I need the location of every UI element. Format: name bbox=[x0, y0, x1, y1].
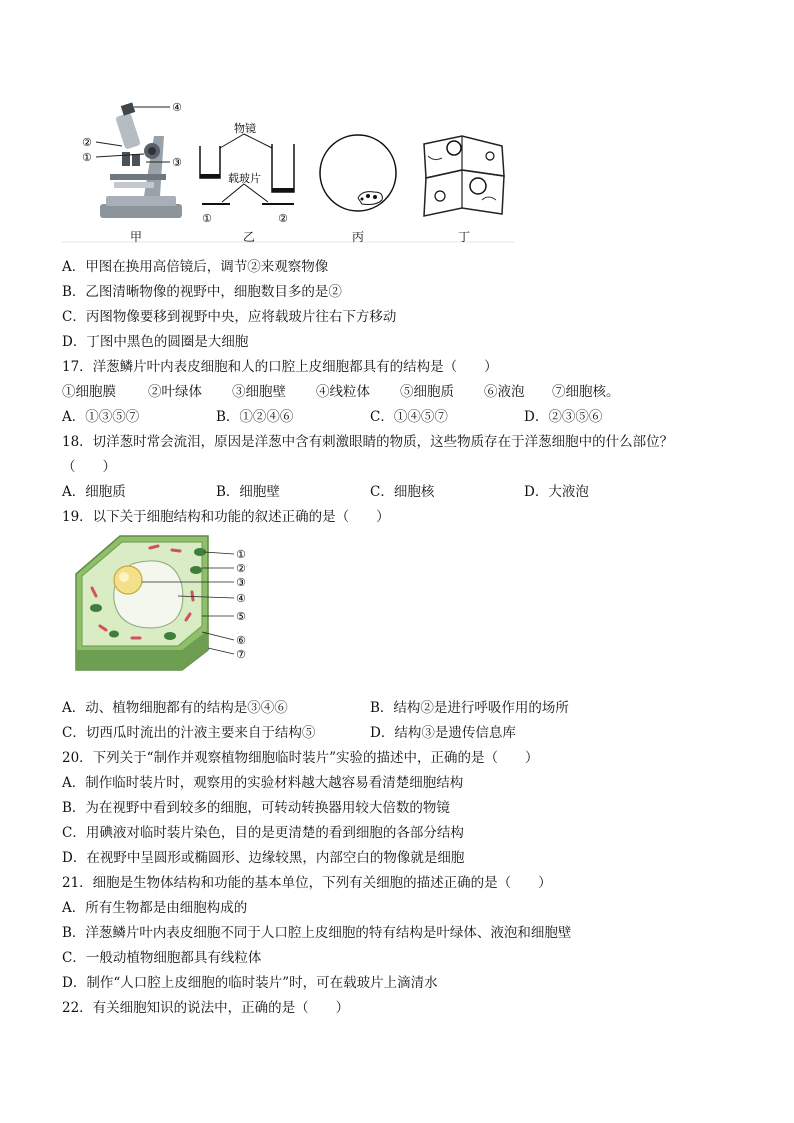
q17-item: ②叶绿体 bbox=[148, 384, 202, 400]
q17-item: ③细胞壁 bbox=[232, 384, 286, 400]
q19-option-c: C．切西瓜时流出的汁液主要来自于结构⑤ bbox=[62, 725, 316, 741]
q17-item: ⑦细胞核。 bbox=[552, 384, 620, 400]
q18-options bbox=[62, 483, 722, 501]
field-of-view-circle bbox=[320, 135, 396, 211]
q18-option-d: D．大液泡 bbox=[524, 484, 589, 500]
q19-option-b: B．结构②是进行呼吸作用的场所 bbox=[370, 700, 569, 716]
q18-option-b: B．细胞壁 bbox=[216, 484, 280, 500]
cell-marker-1: ① bbox=[236, 548, 246, 561]
figure-microscope-panels bbox=[62, 96, 514, 246]
q17-stem: 17．洋葱鳞片叶内表皮细胞和人的口腔上皮细胞都具有的结构是（ ） bbox=[62, 359, 498, 375]
q17-item: ⑤细胞质 bbox=[400, 384, 454, 400]
q17-item: ④线粒体 bbox=[316, 384, 370, 400]
q17-items bbox=[62, 383, 702, 401]
plant-cell-svg bbox=[62, 530, 262, 682]
cell-marker-2: ② bbox=[236, 562, 246, 575]
q17-item: ⑥液泡 bbox=[484, 384, 525, 400]
q19-option-d: D．结构③是遗传信息库 bbox=[370, 725, 516, 741]
figure-label-yi: 乙 bbox=[243, 230, 256, 244]
q16-option-b: B．乙图清晰物像的视野中，细胞数目多的是② bbox=[62, 284, 342, 300]
plant-cell-diagram bbox=[62, 530, 262, 682]
q19-option-a: A．动、植物细胞都有的结构是③④⑥ bbox=[62, 700, 288, 716]
microscope-marker-2: ② bbox=[82, 136, 92, 149]
q20-option-c: C．用碘液对临时装片染色，目的是更清楚的看到细胞的各部分结构 bbox=[62, 825, 464, 841]
microscope-marker-1: ① bbox=[82, 151, 92, 164]
q18-option-a: A．细胞质 bbox=[62, 484, 126, 500]
q22-stem: 22．有关细胞知识的说法中，正确的是（ ） bbox=[62, 1000, 350, 1016]
q21-stem: 21．细胞是生物体结构和功能的基本单位，下列有关细胞的描述正确的是（ ） bbox=[62, 875, 552, 891]
cell-marker-7: ⑦ bbox=[236, 648, 246, 661]
figure-microscope-svg bbox=[62, 96, 514, 246]
figure-label-jia: 甲 bbox=[130, 230, 143, 244]
cell-marker-6: ⑥ bbox=[236, 634, 246, 647]
q19-stem: 19．以下关于细胞结构和功能的叙述正确的是（ ） bbox=[62, 509, 390, 525]
q20-option-a: A．制作临时装片时，观察用的实验材料越大越容易看清楚细胞结构 bbox=[62, 775, 464, 791]
q17-item: ①细胞膜 bbox=[62, 384, 116, 400]
microscope-marker-3: ③ bbox=[172, 156, 182, 169]
q17-option-b: B．①②④⑥ bbox=[216, 409, 294, 425]
lens-label-slide: 载玻片 bbox=[228, 172, 261, 185]
q21-option-c: C．一般动植物细胞都具有线粒体 bbox=[62, 950, 262, 966]
microscope-marker-4: ④ bbox=[172, 101, 182, 114]
q17-options bbox=[62, 408, 722, 426]
q16-option-c: C．丙图物像要移到视野中央，应将载玻片往右下方移动 bbox=[62, 309, 397, 325]
cell-marker-3: ③ bbox=[236, 576, 246, 589]
lens-marker-1: ① bbox=[202, 212, 212, 225]
cell-marker-5: ⑤ bbox=[236, 610, 246, 623]
q19-options-row2 bbox=[62, 724, 722, 742]
q17-option-c: C．①④⑤⑦ bbox=[370, 409, 448, 425]
q21-option-a: A．所有生物都是由细胞构成的 bbox=[62, 900, 248, 916]
q17-option-a: A．①③⑤⑦ bbox=[62, 409, 140, 425]
q18-stem-line1: 18．切洋葱时常会流泪，原因是洋葱中含有刺激眼睛的物质，这些物质存在于洋葱细胞中的什么部位？ bbox=[62, 434, 674, 450]
q16-option-d: D．丁图中黑色的圆圈是大细胞 bbox=[62, 334, 249, 350]
figure-label-ding: 丁 bbox=[458, 230, 471, 244]
figure-label-bing: 丙 bbox=[352, 230, 365, 244]
microscope-illustration bbox=[96, 102, 182, 218]
q18-option-c: C．细胞核 bbox=[370, 484, 435, 500]
q20-option-d: D．在视野中呈圆形或椭圆形、边缘较黑，内部空白的物像就是细胞 bbox=[62, 850, 465, 866]
onion-cells-with-bubbles bbox=[424, 136, 504, 216]
q18-stem-line2: （ ） bbox=[62, 459, 116, 475]
lens-label-objective: 物镜 bbox=[234, 122, 256, 135]
objective-lens-diagram bbox=[200, 134, 294, 204]
q16-option-a: A．甲图在换用高倍镜后，调节②来观察物像 bbox=[62, 259, 329, 275]
q20-stem: 20．下列关于“制作并观察植物细胞临时装片”实验的描述中，正确的是（ ） bbox=[62, 750, 539, 766]
q19-options-row1 bbox=[62, 699, 722, 717]
q21-option-d: D．制作“人口腔上皮细胞的临时装片”时，可在载玻片上滴清水 bbox=[62, 975, 438, 991]
cell-marker-4: ④ bbox=[236, 592, 246, 605]
q20-option-b: B．为在视野中看到较多的细胞，可转动转换器用较大倍数的物镜 bbox=[62, 800, 450, 816]
q21-option-b: B．洋葱鳞片叶内表皮细胞不同于人口腔上皮细胞的特有结构是叶绿体、液泡和细胞壁 bbox=[62, 925, 572, 941]
q17-option-d: D．②③⑤⑥ bbox=[524, 409, 603, 425]
lens-marker-2: ② bbox=[278, 212, 288, 225]
